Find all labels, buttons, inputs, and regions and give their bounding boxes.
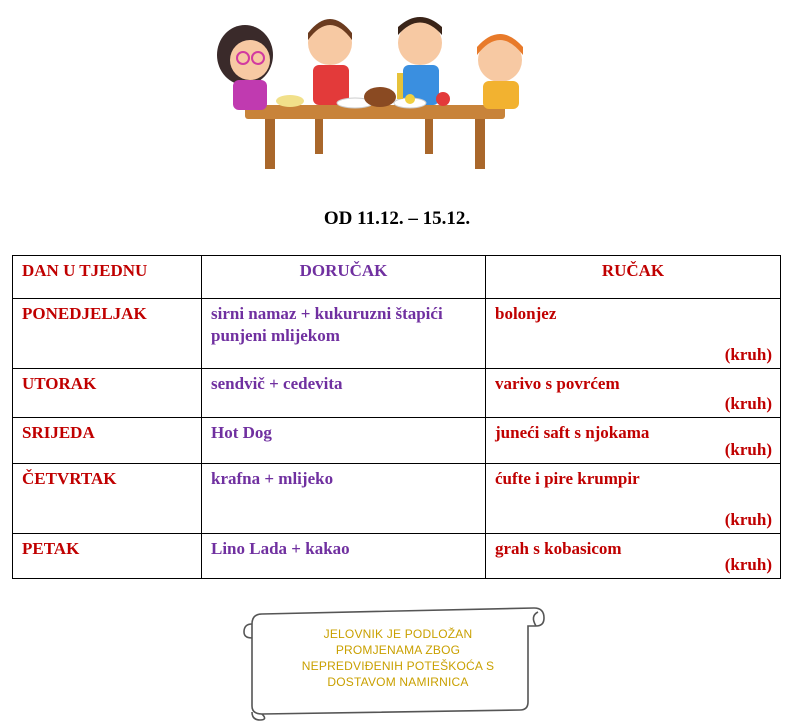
lunch-cell — [486, 464, 781, 534]
header-day: DAN U TJEDNU — [13, 256, 202, 299]
menu-change-notice — [282, 626, 514, 690]
lunch-text: bolonjez — [495, 304, 557, 323]
lunch-cell — [486, 418, 781, 464]
lunch-text: grah s kobasicom — [495, 539, 622, 558]
notice-line: JELOVNIK JE PODLOŽAN — [323, 627, 473, 641]
date-range-title: OD 11.12. – 15.12. — [323, 208, 471, 229]
bread-note: (kruh) — [724, 394, 772, 413]
table-row — [13, 464, 781, 534]
day-cell: PONEDJELJAK — [13, 299, 202, 369]
table-row — [13, 418, 781, 464]
day-cell: PETAK — [13, 534, 202, 579]
bread-note: (kruh) — [724, 555, 772, 574]
header-lunch: RUČAK — [486, 256, 781, 299]
breakfast-cell: sendvič + cedevita — [202, 369, 486, 418]
day-cell: ČETVRTAK — [13, 464, 202, 534]
notice-line: PROMJENAMA ZBOG — [335, 643, 461, 657]
header-breakfast: DORUČAK — [202, 256, 486, 299]
lunch-cell — [486, 369, 781, 418]
breakfast-cell: sirni namaz + kukuruzni štapići punjeni mlijekom — [202, 299, 486, 369]
table-header-row — [13, 256, 781, 299]
breakfast-cell: Hot Dog — [202, 418, 486, 464]
breakfast-cell: Lino Lada + kakao — [202, 534, 486, 579]
table-row — [13, 534, 781, 579]
kids-eating-illustration — [205, 5, 545, 175]
table-row — [13, 369, 781, 418]
bread-note: (kruh) — [724, 440, 772, 459]
bread-note: (kruh) — [724, 345, 772, 364]
weekly-menu-table — [12, 255, 781, 579]
bread-note: (kruh) — [724, 510, 772, 529]
breakfast-cell: krafna + mlijeko — [202, 464, 486, 534]
notice-line: DOSTAVOM NAMIRNICA — [327, 675, 469, 689]
day-cell: SRIJEDA — [13, 418, 202, 464]
table-row — [13, 299, 781, 369]
lunch-cell — [486, 534, 781, 579]
day-cell: UTORAK — [13, 369, 202, 418]
notice-line: NEPREDVIĐENIH POTEŠKOĆA S — [301, 659, 495, 673]
lunch-text: juneći saft s njokama — [495, 423, 650, 442]
lunch-text: ćufte i pire krumpir — [495, 469, 640, 488]
lunch-cell — [486, 299, 781, 369]
lunch-text: varivo s povrćem — [495, 374, 620, 393]
